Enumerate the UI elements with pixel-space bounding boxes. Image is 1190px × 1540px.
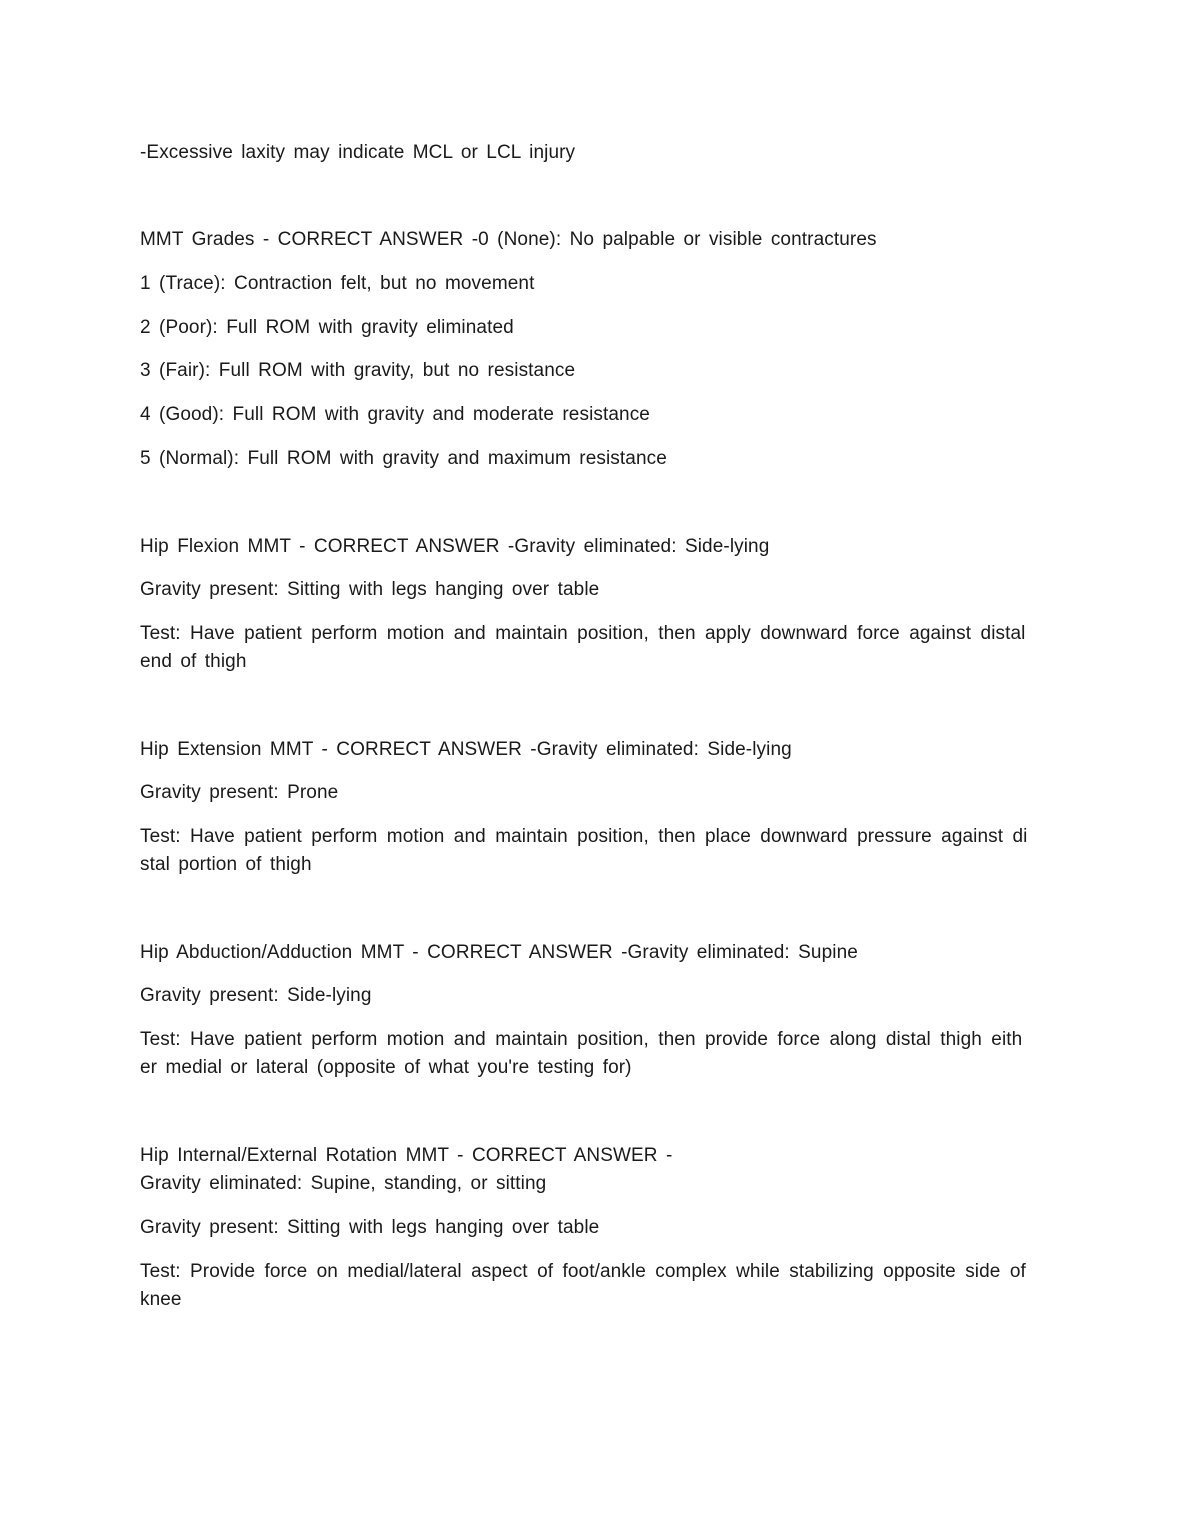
hip-extension-gravity-present: Gravity present: Prone xyxy=(140,782,339,803)
hip-flexion-question: Hip Flexion MMT - CORRECT ANSWER -Gravity eliminated: Side-lying xyxy=(140,536,770,557)
hip-rotation-question: Gravity eliminated: Supine, standing, or sitting xyxy=(140,1173,547,1194)
hip-extension-test-line: stal portion of thigh xyxy=(140,854,312,875)
hip-flexion-gravity-present: Gravity present: Sitting with legs hanging over table xyxy=(140,579,600,600)
hip-rotation-test-line: knee xyxy=(140,1289,182,1310)
hip-abduction-question: Hip Abduction/Adduction MMT - CORRECT ANSWER -Gravity eliminated: Supine xyxy=(140,942,858,963)
intro-text: -Excessive laxity may indicate MCL or LCL injury xyxy=(140,142,576,163)
mmt-grades-question: MMT Grades - CORRECT ANSWER -0 (None): No palpable or visible contractures xyxy=(140,229,877,250)
mmt-grade-line: 5 (Normal): Full ROM with gravity and maximum resistance xyxy=(140,448,667,469)
mmt-grade-line: 4 (Good): Full ROM with gravity and moderate resistance xyxy=(140,404,650,425)
hip-abduction-test-line: Test: Have patient perform motion and maintain position, then provide force along distal thigh eith xyxy=(140,1029,1023,1050)
hip-rotation-gravity-present: Gravity present: Sitting with legs hanging over table xyxy=(140,1217,600,1238)
hip-flexion-test-line: Test: Have patient perform motion and maintain position, then apply downward force against distal xyxy=(140,623,1026,644)
hip-extension-question: Hip Extension MMT - CORRECT ANSWER -Gravity eliminated: Side-lying xyxy=(140,739,792,760)
hip-abduction-test-line: er medial or lateral (opposite of what you're testing for) xyxy=(140,1057,632,1078)
mmt-grade-line: 1 (Trace): Contraction felt, but no movement xyxy=(140,273,535,294)
hip-extension-test-line: Test: Have patient perform motion and maintain position, then place downward pressure against di xyxy=(140,826,1028,847)
hip-rotation-test-line: Test: Provide force on medial/lateral aspect of foot/ankle complex while stabilizing opposite side of xyxy=(140,1261,1026,1282)
hip-abduction-gravity-present: Gravity present: Side-lying xyxy=(140,985,372,1006)
hip-rotation-question: Hip Internal/External Rotation MMT - CORRECT ANSWER - xyxy=(140,1145,673,1166)
mmt-grade-line: 2 (Poor): Full ROM with gravity eliminated xyxy=(140,317,514,338)
hip-flexion-test-line: end of thigh xyxy=(140,651,247,672)
mmt-grade-line: 3 (Fair): Full ROM with gravity, but no resistance xyxy=(140,360,576,381)
